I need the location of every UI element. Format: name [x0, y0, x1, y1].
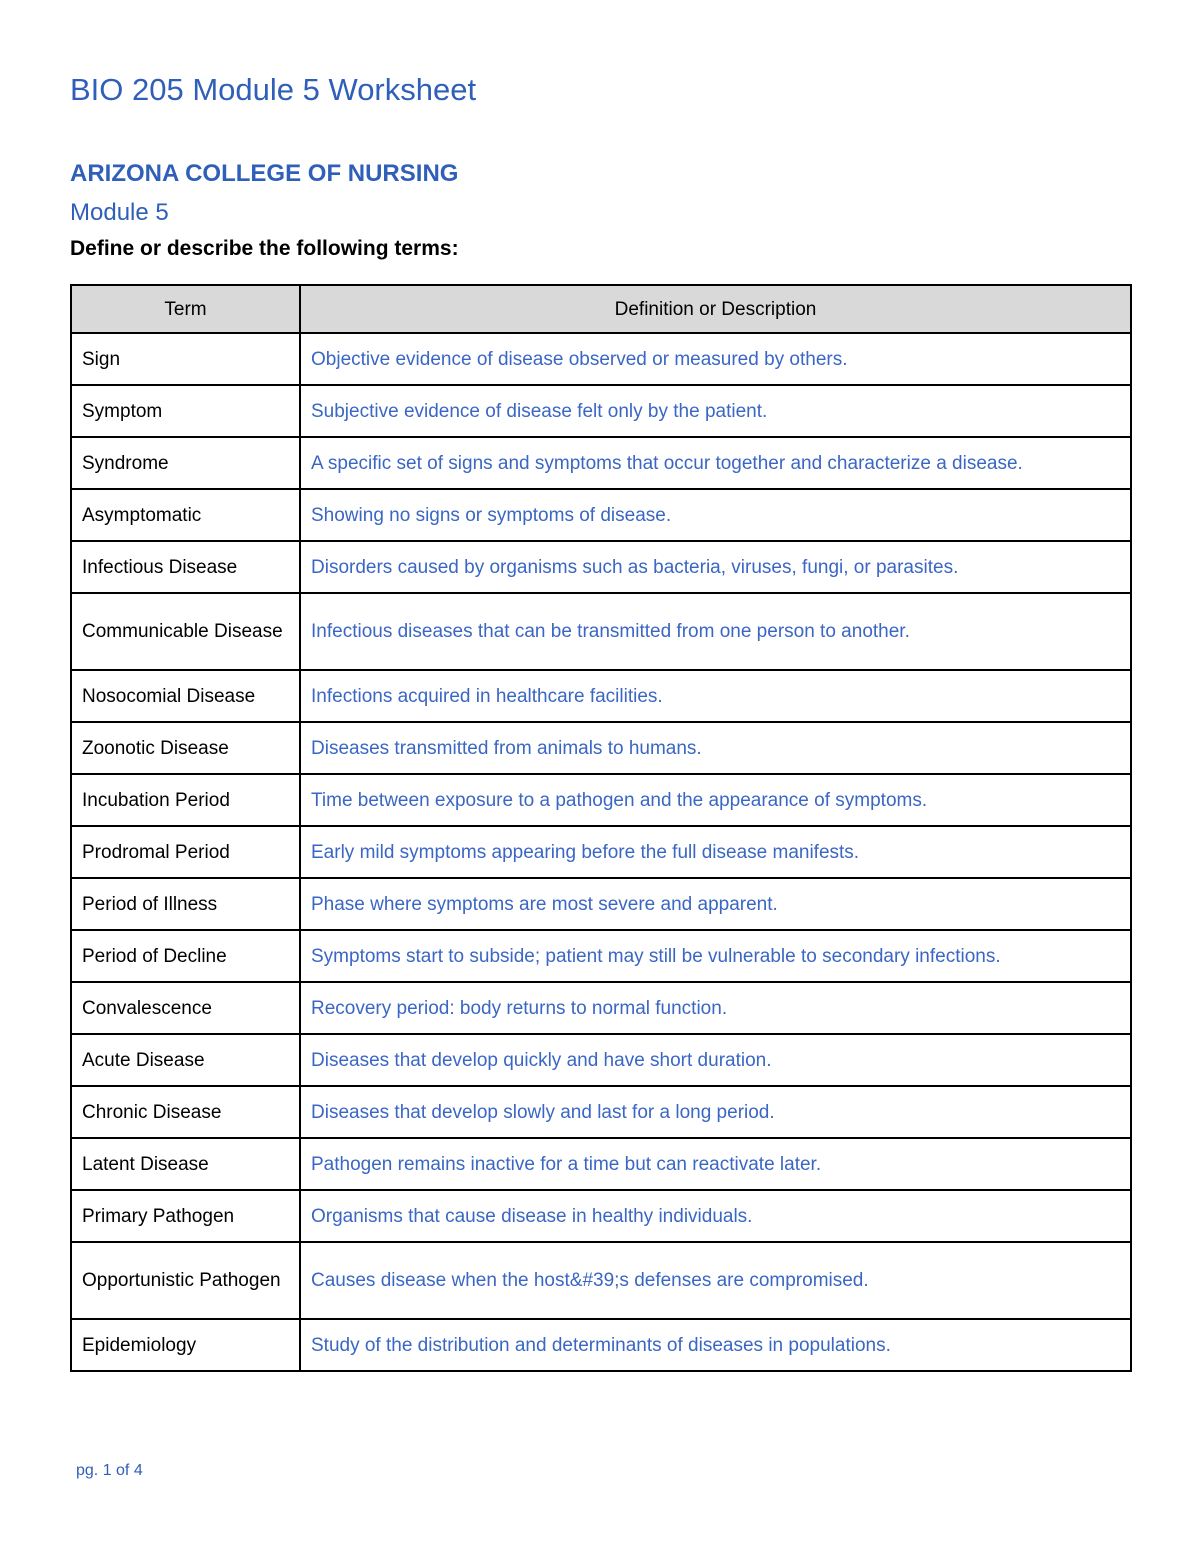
term-cell: Infectious Disease	[71, 541, 300, 593]
table-row	[71, 593, 1131, 670]
table-row	[71, 1138, 1131, 1190]
instructions-text: Define or describe the following terms:	[70, 237, 459, 260]
table-row	[71, 878, 1131, 930]
term-cell: Period of Decline	[71, 930, 300, 982]
term-cell: Chronic Disease	[71, 1086, 300, 1138]
definition-cell: Diseases transmitted from animals to humans.	[300, 722, 1131, 774]
term-cell: Epidemiology	[71, 1319, 300, 1371]
definition-cell: Showing no signs or symptoms of disease.	[300, 489, 1131, 541]
table-row	[71, 333, 1131, 385]
table-row	[71, 1034, 1131, 1086]
definition-cell: Disorders caused by organisms such as bacteria, viruses, fungi, or parasites.	[300, 541, 1131, 593]
table-row	[71, 385, 1131, 437]
definition-cell: Objective evidence of disease observed or measured by others.	[300, 333, 1131, 385]
table-row	[71, 1319, 1131, 1371]
term-cell: Convalescence	[71, 982, 300, 1034]
column-header-term: Term	[71, 285, 300, 333]
term-cell: Period of Illness	[71, 878, 300, 930]
term-cell: Nosocomial Disease	[71, 670, 300, 722]
table-row	[71, 722, 1131, 774]
table-row	[71, 826, 1131, 878]
table-row	[71, 541, 1131, 593]
table-row	[71, 1242, 1131, 1319]
table-row	[71, 1190, 1131, 1242]
definition-cell: Time between exposure to a pathogen and the appearance of symptoms.	[300, 774, 1131, 826]
term-cell: Acute Disease	[71, 1034, 300, 1086]
term-cell: Symptom	[71, 385, 300, 437]
definition-cell: Study of the distribution and determinants of diseases in populations.	[300, 1319, 1131, 1371]
definition-cell: Recovery period: body returns to normal function.	[300, 982, 1131, 1034]
term-cell: Opportunistic Pathogen	[71, 1242, 300, 1319]
definition-cell: Pathogen remains inactive for a time but can reactivate later.	[300, 1138, 1131, 1190]
table-row	[71, 774, 1131, 826]
term-cell: Sign	[71, 333, 300, 385]
term-cell: Prodromal Period	[71, 826, 300, 878]
column-header-definition: Definition or Description	[300, 285, 1131, 333]
table-header-row	[71, 285, 1131, 333]
definition-cell: Phase where symptoms are most severe and apparent.	[300, 878, 1131, 930]
module-heading: Module 5	[70, 199, 169, 226]
term-cell: Zoonotic Disease	[71, 722, 300, 774]
table-row	[71, 982, 1131, 1034]
term-cell: Latent Disease	[71, 1138, 300, 1190]
definition-cell: Diseases that develop slowly and last for a long period.	[300, 1086, 1131, 1138]
document-title: BIO 205 Module 5 Worksheet	[70, 72, 477, 107]
college-name: ARIZONA COLLEGE OF NURSING	[70, 160, 459, 187]
term-cell: Communicable Disease	[71, 593, 300, 670]
definition-cell: Diseases that develop quickly and have short duration.	[300, 1034, 1131, 1086]
table-row	[71, 670, 1131, 722]
term-cell: Asymptomatic	[71, 489, 300, 541]
definition-cell: Symptoms start to subside; patient may still be vulnerable to secondary infections.	[300, 930, 1131, 982]
definition-cell: Infections acquired in healthcare facilities.	[300, 670, 1131, 722]
term-cell: Primary Pathogen	[71, 1190, 300, 1242]
page-number: pg. 1 of 4	[76, 1462, 143, 1479]
definition-cell: A specific set of signs and symptoms that occur together and characterize a disease.	[300, 437, 1131, 489]
table-row	[71, 437, 1131, 489]
definition-cell: Organisms that cause disease in healthy individuals.	[300, 1190, 1131, 1242]
term-cell: Incubation Period	[71, 774, 300, 826]
table-row	[71, 1086, 1131, 1138]
definition-cell: Early mild symptoms appearing before the full disease manifests.	[300, 826, 1131, 878]
definition-cell: Subjective evidence of disease felt only by the patient.	[300, 385, 1131, 437]
definition-cell: Infectious diseases that can be transmitted from one person to another.	[300, 593, 1131, 670]
table-row	[71, 930, 1131, 982]
definition-cell: Causes disease when the host&#39;s defenses are compromised.	[300, 1242, 1131, 1319]
table-row	[71, 489, 1131, 541]
terms-table	[70, 284, 1132, 1372]
term-cell: Syndrome	[71, 437, 300, 489]
